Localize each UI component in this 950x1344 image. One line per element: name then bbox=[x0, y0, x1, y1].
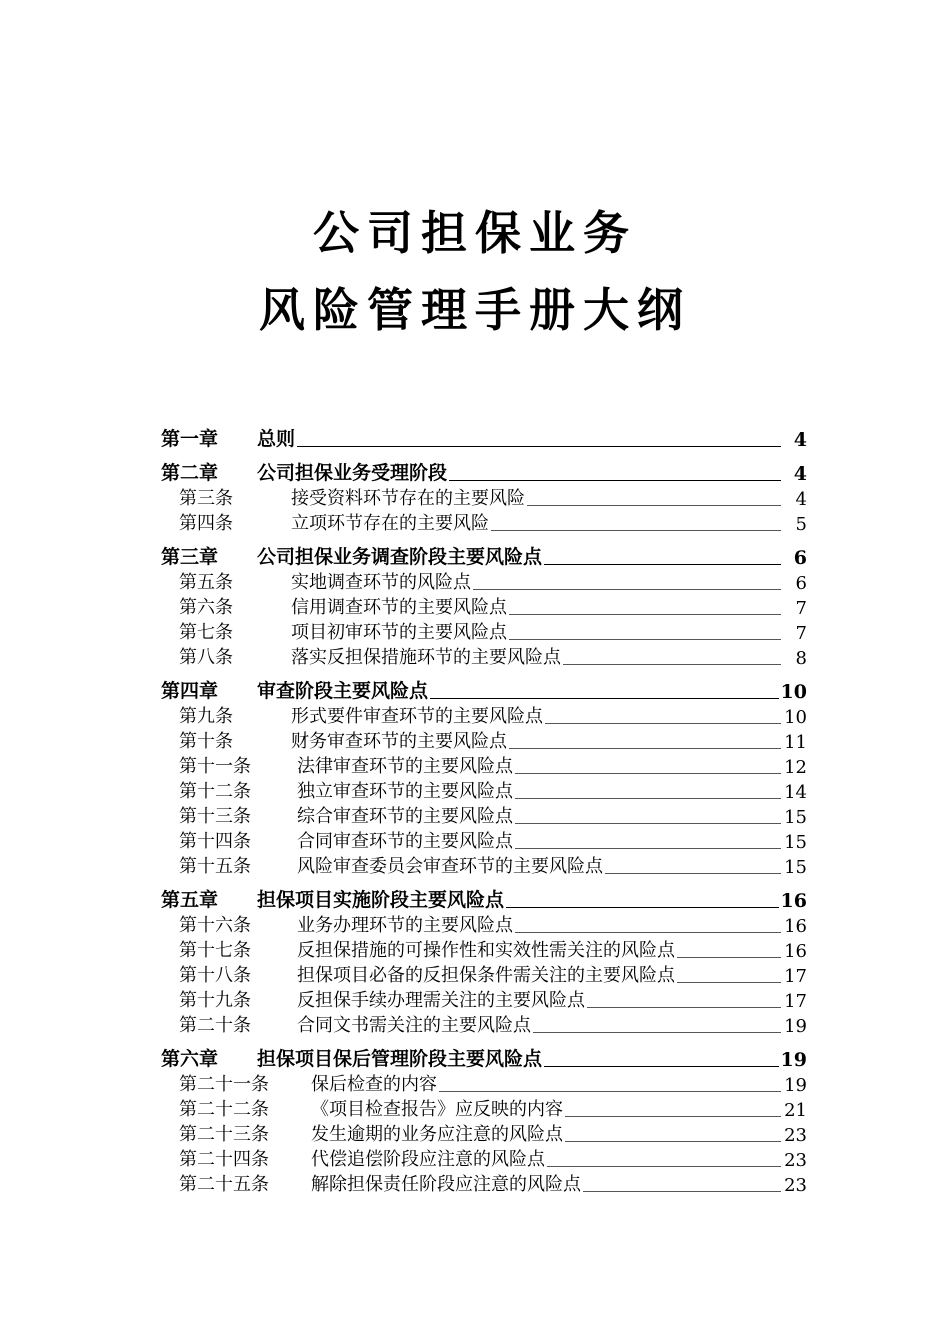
toc-entry-title: 担保项目必备的反担保条件需关注的主要风险点 bbox=[297, 965, 675, 986]
toc-leader-line bbox=[677, 956, 781, 958]
toc-article-entry[interactable] bbox=[161, 510, 807, 535]
toc-page-number: 23 bbox=[784, 1125, 807, 1146]
toc-entry-title: 合同审查环节的主要风险点 bbox=[297, 831, 513, 852]
toc-leader-line bbox=[506, 906, 779, 908]
toc-entry-title: 业务办理环节的主要风险点 bbox=[297, 915, 513, 936]
toc-entry-title: 公司担保业务调查阶段主要风险点 bbox=[257, 546, 543, 568]
toc-leader-line bbox=[515, 822, 781, 824]
toc-page-number: 10 bbox=[780, 681, 807, 703]
toc-chapter-entry[interactable] bbox=[161, 1045, 807, 1071]
toc-entry-title: 公司担保业务受理阶段 bbox=[257, 462, 448, 484]
toc-page-number: 17 bbox=[784, 991, 807, 1012]
toc-entry-title: 反担保手续办理需关注的主要风险点 bbox=[297, 990, 585, 1011]
toc-leader-line bbox=[297, 445, 781, 447]
toc-article-label: 第五条 bbox=[179, 572, 233, 593]
toc-chapter-entry[interactable] bbox=[161, 459, 807, 485]
toc-chapter-entry[interactable] bbox=[161, 677, 807, 703]
toc-article-label: 第二十条 bbox=[179, 1015, 251, 1036]
toc-page-number: 17 bbox=[784, 966, 807, 987]
toc-article-entry[interactable] bbox=[161, 644, 807, 669]
toc-entry-title: 发生逾期的业务应注意的风险点 bbox=[311, 1124, 563, 1145]
toc-article-label: 第十五条 bbox=[179, 856, 251, 877]
toc-article-entry[interactable] bbox=[161, 728, 807, 753]
toc-leader-line bbox=[515, 931, 781, 933]
toc-entry-title: 风险审查委员会审查环节的主要风险点 bbox=[297, 856, 603, 877]
toc-entry-title: 独立审查环节的主要风险点 bbox=[297, 781, 513, 802]
toc-article-entry[interactable] bbox=[161, 803, 807, 828]
toc-article-label: 第十七条 bbox=[179, 940, 251, 961]
toc-page-number: 5 bbox=[795, 514, 807, 535]
toc-page-number: 12 bbox=[784, 757, 807, 778]
toc-entry-title: 综合审查环节的主要风险点 bbox=[297, 806, 513, 827]
toc-page-number: 21 bbox=[784, 1100, 807, 1121]
table-of-contents bbox=[161, 425, 807, 1196]
toc-entry-title: 实地调查环节的风险点 bbox=[291, 572, 471, 593]
toc-page-number: 19 bbox=[784, 1075, 807, 1096]
toc-entry-title: 法律审查环节的主要风险点 bbox=[297, 756, 513, 777]
toc-entry-title: 项目初审环节的主要风险点 bbox=[291, 622, 507, 643]
toc-leader-line bbox=[583, 1190, 781, 1192]
toc-article-entry[interactable] bbox=[161, 703, 807, 728]
toc-article-entry[interactable] bbox=[161, 962, 807, 987]
toc-page-number: 15 bbox=[784, 832, 807, 853]
toc-leader-line bbox=[533, 1031, 781, 1033]
toc-leader-line bbox=[545, 722, 781, 724]
toc-article-label: 第七条 bbox=[179, 622, 233, 643]
toc-article-label: 第十六条 bbox=[179, 915, 251, 936]
toc-article-label: 第二十二条 bbox=[179, 1099, 269, 1120]
toc-article-entry[interactable] bbox=[161, 569, 807, 594]
toc-page-number: 16 bbox=[784, 941, 807, 962]
toc-leader-line bbox=[605, 872, 781, 874]
toc-article-label: 第十八条 bbox=[179, 965, 251, 986]
toc-page-number: 4 bbox=[795, 489, 807, 510]
toc-article-label: 第四条 bbox=[179, 513, 233, 534]
toc-entry-title: 合同文书需关注的主要风险点 bbox=[297, 1015, 531, 1036]
toc-entry-title: 审查阶段主要风险点 bbox=[257, 680, 429, 702]
toc-article-label: 第十三条 bbox=[179, 806, 251, 827]
toc-chapter-label: 第五章 bbox=[161, 889, 219, 911]
toc-page-number: 4 bbox=[793, 429, 807, 451]
toc-leader-line bbox=[544, 563, 781, 565]
toc-article-label: 第十一条 bbox=[179, 756, 251, 777]
toc-page-number: 6 bbox=[793, 547, 807, 569]
toc-entry-title: 财务审查环节的主要风险点 bbox=[291, 731, 507, 752]
toc-leader-line bbox=[544, 1065, 779, 1067]
toc-article-entry[interactable] bbox=[161, 1171, 807, 1196]
toc-entry-title: 保后检查的内容 bbox=[311, 1074, 437, 1095]
toc-page-number: 6 bbox=[795, 573, 807, 594]
toc-leader-line bbox=[565, 1140, 781, 1142]
toc-leader-line bbox=[515, 847, 781, 849]
toc-entry-title: 立项环节存在的主要风险 bbox=[291, 513, 489, 534]
toc-article-label: 第六条 bbox=[179, 597, 233, 618]
toc-article-entry[interactable] bbox=[161, 937, 807, 962]
toc-article-label: 第二十五条 bbox=[179, 1174, 269, 1195]
toc-leader-line bbox=[515, 772, 781, 774]
toc-chapter-label: 第三章 bbox=[161, 546, 219, 568]
toc-article-entry[interactable] bbox=[161, 1096, 807, 1121]
toc-page-number: 16 bbox=[784, 916, 807, 937]
toc-chapter-entry[interactable] bbox=[161, 425, 807, 451]
toc-page-number: 10 bbox=[784, 707, 807, 728]
toc-article-entry[interactable] bbox=[161, 1012, 807, 1037]
toc-page-number: 23 bbox=[784, 1150, 807, 1171]
toc-entry-title: 接受资料环节存在的主要风险 bbox=[291, 488, 525, 509]
toc-chapter-entry[interactable] bbox=[161, 886, 807, 912]
toc-chapter-label: 第二章 bbox=[161, 462, 219, 484]
toc-article-label: 第二十四条 bbox=[179, 1149, 269, 1170]
toc-article-entry[interactable] bbox=[161, 853, 807, 878]
toc-leader-line bbox=[509, 638, 781, 640]
document-title-line-2: 风险管理手册大纲 bbox=[259, 283, 691, 337]
toc-leader-line bbox=[587, 1006, 781, 1008]
toc-chapter-entry[interactable] bbox=[161, 543, 807, 569]
toc-leader-line bbox=[547, 1165, 781, 1167]
toc-page-number: 16 bbox=[780, 890, 807, 912]
toc-article-label: 第十四条 bbox=[179, 831, 251, 852]
toc-entry-title: 担保项目保后管理阶段主要风险点 bbox=[257, 1048, 543, 1070]
toc-entry-title: 落实反担保措施环节的主要风险点 bbox=[291, 647, 561, 668]
toc-entry-title: 担保项目实施阶段主要风险点 bbox=[257, 889, 505, 911]
toc-article-entry[interactable] bbox=[161, 753, 807, 778]
toc-article-label: 第二十三条 bbox=[179, 1124, 269, 1145]
toc-leader-line bbox=[491, 529, 781, 531]
toc-article-entry[interactable] bbox=[161, 1146, 807, 1171]
toc-page-number: 15 bbox=[784, 857, 807, 878]
toc-leader-line bbox=[473, 588, 781, 590]
toc-article-entry[interactable] bbox=[161, 1121, 807, 1146]
toc-article-label: 第九条 bbox=[179, 706, 233, 727]
toc-article-entry[interactable] bbox=[161, 619, 807, 644]
toc-entry-title: 代偿追偿阶段应注意的风险点 bbox=[311, 1149, 545, 1170]
toc-chapter-label: 第四章 bbox=[161, 680, 219, 702]
toc-page-number: 11 bbox=[784, 732, 807, 753]
toc-article-entry[interactable] bbox=[161, 594, 807, 619]
toc-page-number: 15 bbox=[784, 807, 807, 828]
toc-leader-line bbox=[677, 981, 781, 983]
toc-page-number: 19 bbox=[784, 1016, 807, 1037]
toc-entry-title: 信用调查环节的主要风险点 bbox=[291, 597, 507, 618]
toc-entry-title: 解除担保责任阶段应注意的风险点 bbox=[311, 1174, 581, 1195]
toc-article-entry[interactable] bbox=[161, 1071, 807, 1096]
toc-entry-title: 《项目检查报告》应反映的内容 bbox=[311, 1099, 563, 1120]
toc-article-label: 第十条 bbox=[179, 731, 233, 752]
toc-leader-line bbox=[527, 504, 781, 506]
toc-article-label: 第十九条 bbox=[179, 990, 251, 1011]
toc-leader-line bbox=[515, 797, 781, 799]
toc-entry-title: 形式要件审查环节的主要风险点 bbox=[291, 706, 543, 727]
toc-page-number: 23 bbox=[784, 1175, 807, 1196]
toc-page-number: 19 bbox=[780, 1049, 807, 1071]
toc-leader-line bbox=[509, 747, 781, 749]
toc-article-entry[interactable] bbox=[161, 828, 807, 853]
toc-article-label: 第十二条 bbox=[179, 781, 251, 802]
toc-article-entry[interactable] bbox=[161, 778, 807, 803]
toc-article-entry[interactable] bbox=[161, 485, 807, 510]
toc-page-number: 8 bbox=[795, 648, 807, 669]
toc-leader-line bbox=[430, 697, 779, 699]
toc-leader-line bbox=[563, 663, 781, 665]
toc-article-label: 第八条 bbox=[179, 647, 233, 668]
toc-article-label: 第三条 bbox=[179, 488, 233, 509]
toc-leader-line bbox=[439, 1090, 781, 1092]
toc-article-label: 第二十一条 bbox=[179, 1074, 269, 1095]
document-title-line-1: 公司担保业务 bbox=[313, 206, 637, 260]
toc-page-number: 7 bbox=[795, 598, 807, 619]
toc-article-entry[interactable] bbox=[161, 912, 807, 937]
toc-leader-line bbox=[449, 479, 781, 481]
toc-entry-title: 反担保措施的可操作性和实效性需关注的风险点 bbox=[297, 940, 675, 961]
toc-page-number: 14 bbox=[784, 782, 807, 803]
toc-leader-line bbox=[565, 1115, 781, 1117]
toc-article-entry[interactable] bbox=[161, 987, 807, 1012]
toc-leader-line bbox=[509, 613, 781, 615]
toc-page-number: 4 bbox=[793, 463, 807, 485]
toc-chapter-label: 第一章 bbox=[161, 428, 219, 450]
toc-entry-title: 总则 bbox=[257, 428, 296, 450]
toc-chapter-label: 第六章 bbox=[161, 1048, 219, 1070]
toc-page-number: 7 bbox=[795, 623, 807, 644]
